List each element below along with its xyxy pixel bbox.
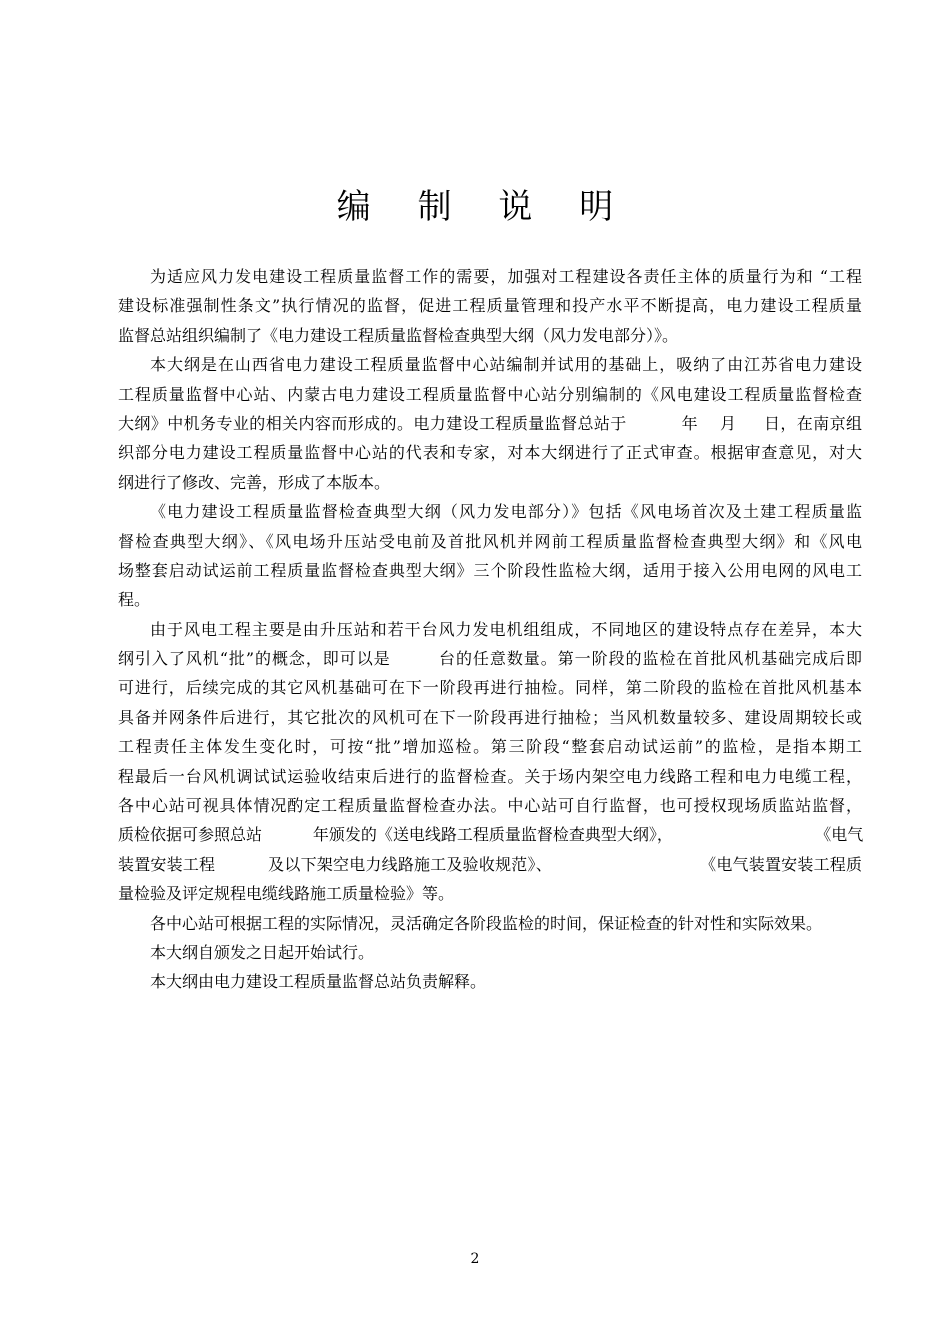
text-line: 《电力建设工程质量监督检查典型大纲（风力发电部分）》包括《风电场首次及土建工程质量监 bbox=[150, 502, 862, 522]
text-line: 程。 bbox=[118, 590, 151, 610]
text-line: 工程责任主体发生变化时，可按“批”增加巡检。第三阶段“整套启动试运前”的监检，是指本期工 bbox=[118, 737, 862, 757]
text-line: 织部分电力建设工程质量监督中心站的代表和专家，对本大纲进行了正式审查。根据审查意见，对大 bbox=[118, 443, 862, 463]
text-line: 建设标准强制性条文”执行情况的监督，促进工程质量管理和投产水平不断提高，电力建设工程质量 bbox=[118, 296, 862, 316]
text-line: 质检依据可参照总站 年颁发的《送电线路工程质量监督检查典型大纲》， 《电气 bbox=[118, 825, 864, 845]
text-line: 各中心站可视具体情况酌定工程质量监督检查办法。中心站可自行监督，也可授权现场质监站监督， bbox=[118, 796, 862, 816]
text-line: 具备并网条件后进行，其它批次的风机可在下一阶段再进行抽检；当风机数量较多、建设周期较长或 bbox=[118, 707, 862, 727]
text-line: 为适应风力发电建设工程质量监督工作的需要，加强对工程建设各责任主体的质量行为和 “工程 bbox=[150, 267, 862, 286]
text-line: 程最后一台风机调试试运验收结束后进行的监督检查。关于场内架空电力线路工程和电力电缆工程， bbox=[118, 766, 862, 786]
text-line: 工程质量监督中心站、内蒙古电力建设工程质量监督中心站分别编制的《风电建设工程质量监督检查 bbox=[118, 384, 862, 404]
text-line: 督检查典型大纲》、《风电场升压站受电前及首批风机并网前工程质量监督检查典型大纲》和《风电 bbox=[118, 531, 862, 551]
document-title: 编 制 说 明 bbox=[336, 187, 632, 227]
text-line: 装置安装工程 及以下架空电力线路施工及验收规范》、 《电气装置安装工程质 bbox=[118, 854, 862, 874]
text-line: 场整套启动试运前工程质量监督检查典型大纲》三个阶段性监检大纲，适用于接入公用电网的风电工 bbox=[118, 560, 862, 580]
text-line: 可进行，后续完成的其它风机基础可在下一阶段再进行抽检。同样，第二阶段的监检在首批风机基本 bbox=[118, 678, 862, 698]
text-line: 本大纲由电力建设工程质量监督总站负责解释。 bbox=[150, 972, 487, 992]
text-line: 纲引入了风机“批”的概念，即可以是 台的任意数量。第一阶段的监检在首批风机基础完成后即 bbox=[118, 649, 862, 669]
text-line: 监督总站组织编制了《电力建设工程质量监督检查典型大纲（风力发电部分）》。 bbox=[118, 325, 679, 345]
text-line: 本大纲是在山西省电力建设工程质量监督中心站编制并试用的基础上，吸纳了由江苏省电力建设 bbox=[150, 355, 862, 375]
text-line: 各中心站可根据工程的实际情况，灵活确定各阶段监检的时间，保证检查的针对性和实际效果。 bbox=[150, 913, 823, 933]
page-number: 2 bbox=[470, 1251, 480, 1267]
text-line: 纲进行了修改、完善，形成了本版本。 bbox=[118, 472, 391, 492]
text-line: 本大纲自颁发之日起开始试行。 bbox=[150, 942, 375, 962]
text-line: 由于风电工程主要是由升压站和若干台风力发电机组组成，不同地区的建设特点存在差异，本大 bbox=[150, 619, 862, 639]
document-body bbox=[118, 262, 862, 997]
text-line: 大纲》中机务专业的相关内容而形成的。电力建设工程质量监督总站于 年 月 日，在南京组 bbox=[118, 413, 862, 433]
text-line: 量检验及评定规程电缆线路施工质量检验》等。 bbox=[118, 884, 455, 904]
